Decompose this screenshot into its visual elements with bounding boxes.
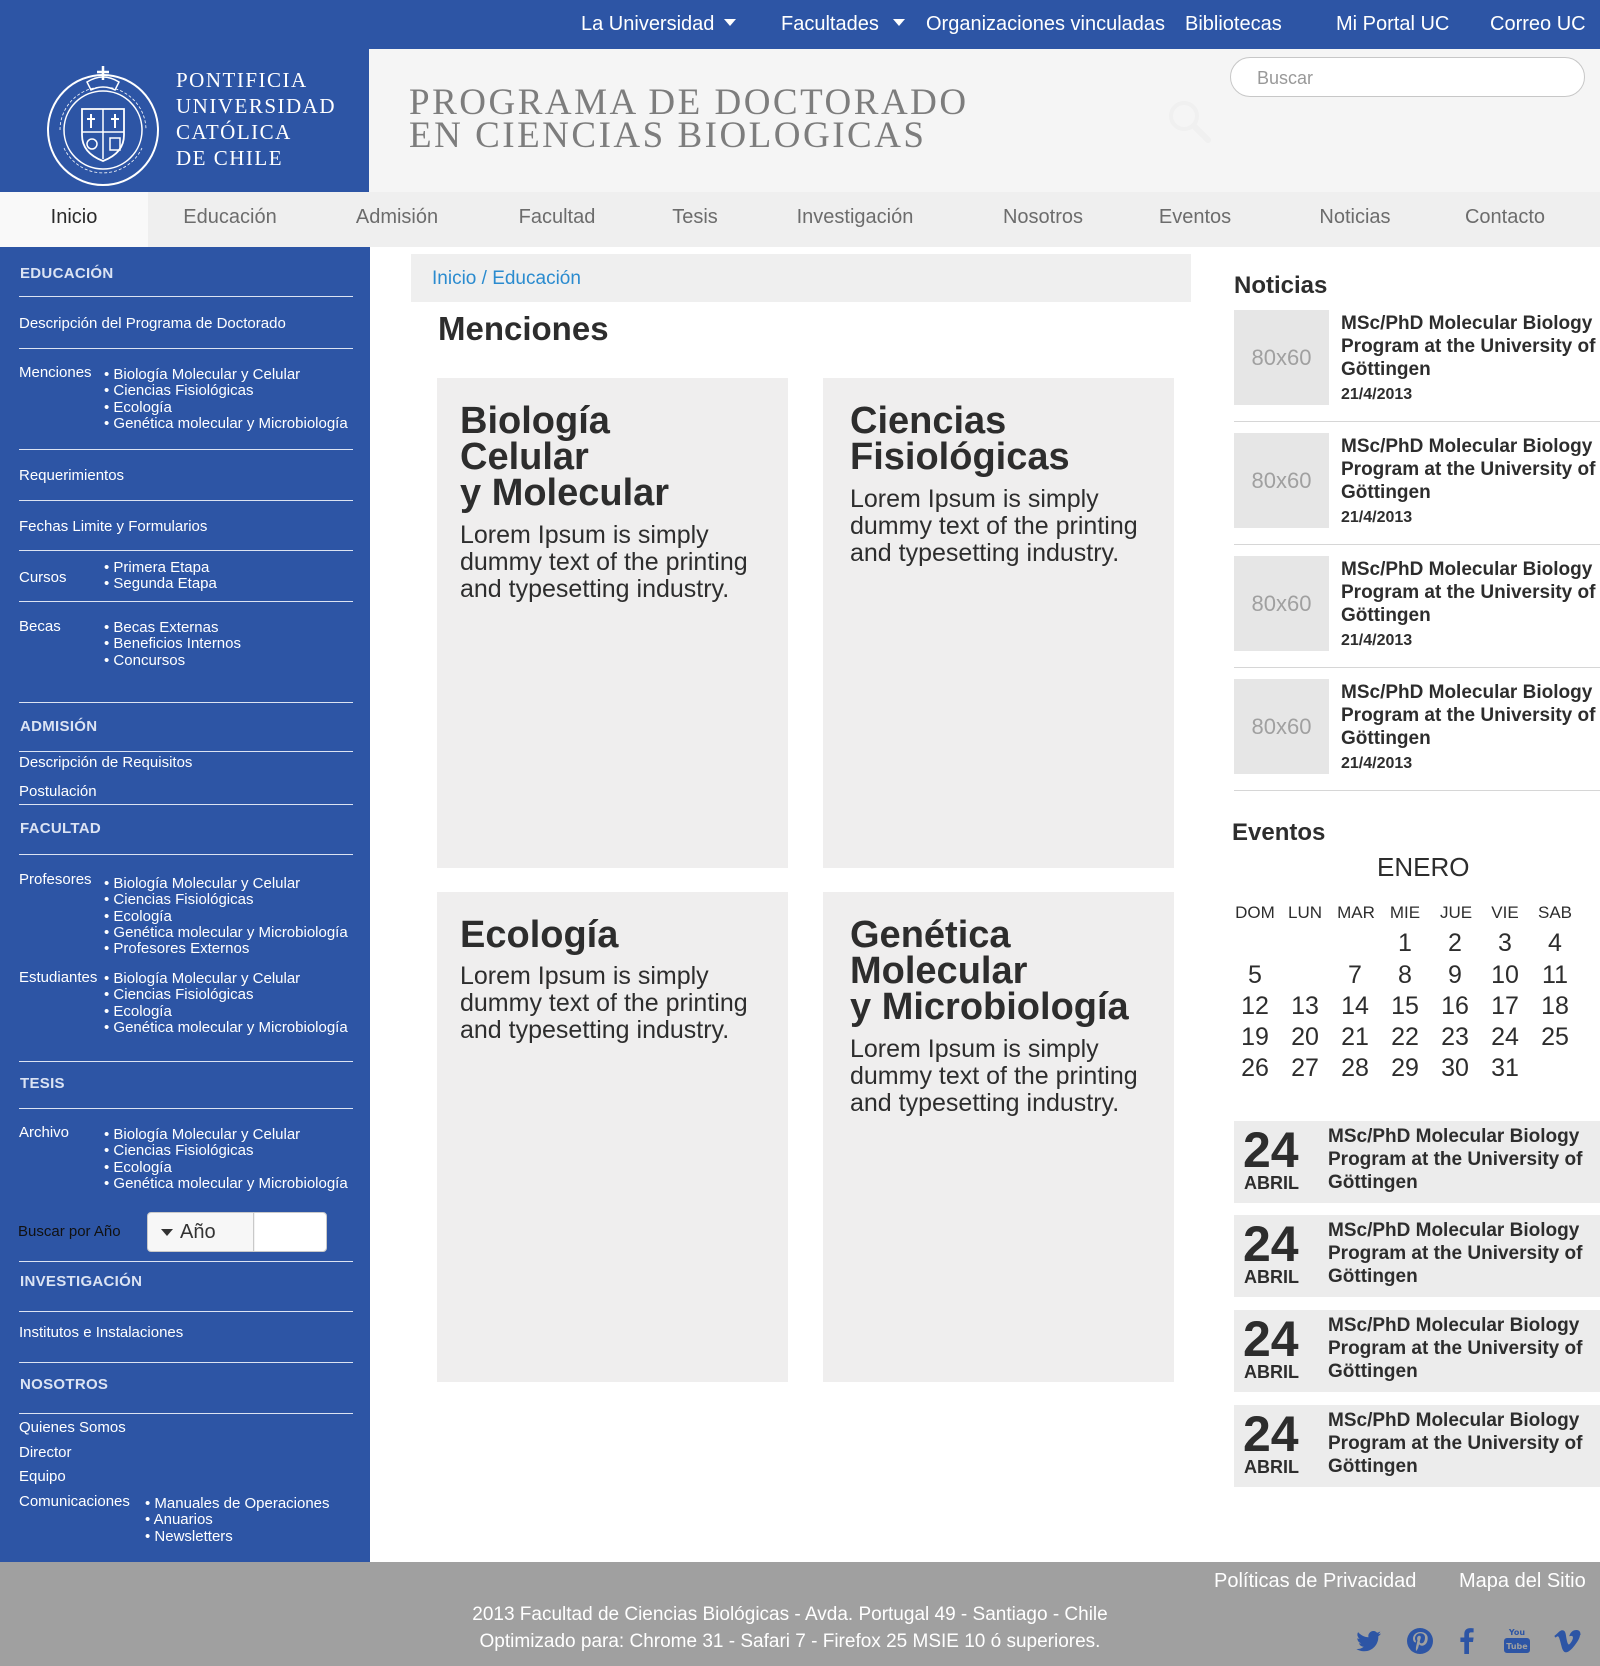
pinterest-icon[interactable] [1405, 1626, 1435, 1656]
list-item[interactable]: • Ecología [104, 400, 348, 416]
card-text: Lorem Ipsum is simply dummy text of the printing and typesetting industry. [460, 962, 748, 1044]
event-title[interactable]: MSc/PhD Molecular Biology Program at the University of Göttingen [1328, 1315, 1583, 1382]
sidebar-item-requisitos[interactable]: Descripción de Requisitos [19, 754, 193, 771]
news-heading: Noticias [1234, 272, 1328, 299]
tab-admision[interactable]: Admisión [355, 206, 439, 228]
calendar-day[interactable]: 2 [1448, 929, 1462, 957]
calendar-day[interactable]: 28 [1341, 1054, 1369, 1082]
sitemap-link[interactable]: Mapa del Sitio [1459, 1570, 1586, 1592]
list-item[interactable]: • Manuales de Operaciones [145, 1496, 330, 1512]
event-day: 24 [1243, 1406, 1299, 1462]
vimeo-icon[interactable] [1552, 1626, 1582, 1656]
program-title[interactable]: PROGRAMA DE DOCTORADO EN CIENCIAS BIOLOGICAS [409, 82, 969, 156]
sidebar-item-quienes-somos[interactable]: Quienes Somos [19, 1419, 126, 1436]
topnav-label: Facultades [781, 13, 879, 35]
sidebar-item-becas[interactable]: Becas [19, 618, 61, 635]
topnav-bibliotecas[interactable]: Bibliotecas [1185, 13, 1282, 35]
news-item[interactable] [1234, 433, 1600, 545]
calendar-day[interactable]: 18 [1541, 992, 1569, 1020]
comunicaciones-list [145, 1496, 330, 1545]
calendar-day[interactable]: 4 [1548, 929, 1562, 957]
calendar-day[interactable]: 17 [1491, 992, 1519, 1020]
breadcrumb-bar [411, 254, 1191, 302]
event-day: 24 [1243, 1216, 1299, 1272]
news-item[interactable] [1234, 679, 1600, 791]
calendar-day[interactable]: 3 [1498, 929, 1512, 957]
news-item[interactable] [1234, 556, 1600, 668]
list-item[interactable]: • Biología Molecular y Celular [104, 971, 348, 987]
topnav-mi-portal[interactable]: Mi Portal UC [1336, 13, 1450, 35]
calendar-day[interactable]: 15 [1391, 992, 1419, 1020]
sidebar-heading-tesis[interactable]: TESIS [20, 1075, 65, 1092]
footer-address: 2013 Facultad de Ciencias Biológicas - Avda. Portugal 49 - Santiago - Chile [472, 1604, 1108, 1625]
sidebar-item-profesores[interactable]: Profesores [19, 871, 92, 888]
mencion-card-fisiologicas[interactable] [823, 378, 1174, 868]
tab-investigacion[interactable]: Investigación [796, 206, 914, 228]
sidebar-item-institutos[interactable]: Institutos e Instalaciones [19, 1324, 184, 1341]
event-title[interactable]: MSc/PhD Molecular Biology Program at the University of Göttingen [1328, 1126, 1583, 1193]
list-item[interactable]: • Ecología [104, 1004, 348, 1020]
calendar-day[interactable]: 25 [1541, 1023, 1569, 1051]
divider [19, 1261, 353, 1262]
divider [19, 1061, 353, 1062]
chevron-down-icon [893, 19, 905, 26]
divider [19, 854, 353, 855]
calendar-weekday: VIE [1491, 903, 1519, 922]
calendar-day[interactable]: 16 [1441, 992, 1469, 1020]
news-thumbnail: 80x60 [1234, 433, 1329, 528]
divider [19, 601, 353, 602]
event-title[interactable]: MSc/PhD Molecular Biology Program at the University of Göttingen [1328, 1220, 1583, 1287]
calendar-weekday: DOM [1235, 903, 1275, 922]
list-item[interactable]: • Biología Molecular y Celular [104, 367, 348, 383]
event-item[interactable] [1234, 1405, 1600, 1487]
card-text: Lorem Ipsum is simply dummy text of the printing and typesetting industry. [460, 521, 748, 603]
calendar-day-today[interactable]: 6 [1282, 958, 1328, 992]
tab-facultad[interactable]: Facultad [518, 206, 596, 228]
event-title[interactable]: MSc/PhD Molecular Biology Program at the University of Göttingen [1328, 1410, 1583, 1477]
divider [19, 550, 353, 551]
news-thumbnail: 80x60 [1234, 556, 1329, 651]
list-item[interactable]: • Biología Molecular y Celular [104, 1127, 348, 1143]
divider [19, 348, 353, 349]
list-item[interactable]: • Biología Molecular y Celular [104, 876, 348, 892]
divider [19, 1108, 353, 1109]
mencion-card-biologia[interactable] [437, 378, 788, 868]
becas-list [104, 620, 241, 669]
year-select-field[interactable] [255, 1213, 326, 1251]
divider [19, 804, 353, 805]
top-bar [0, 0, 1600, 49]
event-month: ABRIL [1244, 1267, 1299, 1287]
calendar-day[interactable]: 26 [1241, 1054, 1269, 1082]
list-item[interactable]: • Concursos [104, 653, 241, 669]
event-item[interactable] [1234, 1121, 1600, 1203]
list-item[interactable]: • Ecología [104, 909, 348, 925]
divider [19, 1413, 353, 1414]
list-item[interactable]: • Genética molecular y Microbiología [104, 1176, 348, 1192]
topnav-organizaciones[interactable]: Organizaciones vinculadas [926, 13, 1166, 35]
topnav-la-universidad[interactable] [581, 13, 736, 36]
sidebar-item-director[interactable]: Director [19, 1444, 72, 1461]
list-item[interactable]: • Genética molecular y Microbiología [104, 925, 348, 941]
news-date: 21/4/2013 [1341, 632, 1413, 649]
news-title[interactable]: MSc/PhD Molecular Biology Program at the University of Göttingen [1341, 436, 1596, 503]
svg-text:Tube: Tube [1506, 1642, 1528, 1651]
svg-text:You: You [1508, 1628, 1526, 1637]
event-month: ABRIL [1244, 1457, 1299, 1477]
news-title[interactable]: MSc/PhD Molecular Biology Program at the University of Göttingen [1341, 559, 1596, 626]
news-thumbnail: 80x60 [1234, 679, 1329, 774]
list-item[interactable]: • Segunda Etapa [104, 576, 217, 592]
divider [19, 1311, 353, 1312]
mencion-card-ecologia[interactable] [437, 892, 788, 1382]
tab-nosotros[interactable]: Nosotros [1002, 206, 1084, 228]
tab-inicio[interactable]: Inicio [0, 192, 148, 247]
sidebar-item-descripcion[interactable]: Descripción del Programa de Doctorado [19, 315, 286, 332]
card-text: Lorem Ipsum is simply dummy text of the printing and typesetting industry. [850, 485, 1138, 567]
sidebar-item-cursos[interactable]: Cursos [19, 569, 67, 586]
sidebar-item-postulacion[interactable]: Postulación [19, 783, 97, 800]
year-select[interactable] [147, 1212, 327, 1252]
calendar-day[interactable]: 14 [1341, 992, 1369, 1020]
sidebar-heading-investigacion[interactable]: INVESTIGACIÓN [20, 1273, 143, 1290]
topnav-label: La Universidad [581, 13, 715, 35]
list-item[interactable]: • Profesores Externos [104, 941, 348, 957]
calendar-day[interactable]: 11 [1542, 961, 1568, 989]
buscar-por-ano-label: Buscar por Año [18, 1223, 121, 1240]
list-item[interactable]: • Ciencias Fisiológicas [104, 892, 348, 908]
sidebar-item-equipo[interactable]: Equipo [19, 1468, 66, 1485]
news-date: 21/4/2013 [1341, 755, 1413, 772]
calendar-weekday: MIE [1389, 903, 1421, 922]
event-month: ABRIL [1244, 1362, 1299, 1382]
calendar-weekday: LUN [1287, 903, 1322, 922]
calendar-day[interactable]: 22 [1391, 1023, 1419, 1051]
main-nav [0, 192, 1600, 247]
events-heading: Eventos [1232, 819, 1326, 846]
sidebar-item-comunicaciones[interactable]: Comunicaciones [19, 1493, 130, 1510]
topnav-correo[interactable]: Correo UC [1490, 13, 1586, 35]
event-month: ABRIL [1244, 1173, 1299, 1193]
university-logo[interactable] [0, 49, 369, 192]
event-day: 24 [1243, 1122, 1299, 1178]
sidebar-item-archivo[interactable]: Archivo [19, 1124, 70, 1141]
sidebar-item-menciones[interactable]: Menciones [19, 364, 92, 381]
divider [19, 500, 353, 501]
list-item[interactable]: • Ciencias Fisiológicas [104, 1143, 348, 1159]
calendar-day[interactable]: 20 [1291, 1023, 1319, 1051]
divider [19, 449, 353, 450]
card-title: Ciencias Fisiológicas [850, 400, 1070, 478]
news-title[interactable]: MSc/PhD Molecular Biology Program at the University of Göttingen [1341, 313, 1596, 380]
year-select-value: Año [180, 1221, 216, 1243]
calendar-day[interactable]: 1 [1398, 929, 1412, 957]
list-item[interactable]: • Newsletters [145, 1529, 330, 1545]
youtube-icon[interactable] [1502, 1626, 1532, 1656]
event-day: 24 [1243, 1311, 1299, 1367]
sidebar-heading-facultad[interactable]: FACULTAD [20, 820, 101, 837]
calendar-month: ENERO [1377, 852, 1470, 882]
calendar-day[interactable]: 24 [1491, 1023, 1519, 1051]
divider [19, 751, 353, 752]
list-item[interactable]: • Anuarios [145, 1512, 330, 1528]
calendar-day[interactable]: 21 [1341, 1023, 1369, 1051]
archivo-list [104, 1127, 348, 1192]
news-item[interactable] [1234, 310, 1600, 422]
event-item[interactable] [1234, 1215, 1600, 1297]
calendar-day[interactable]: 9 [1448, 961, 1462, 989]
calendar-day[interactable]: 10 [1491, 961, 1519, 989]
calendar-day[interactable]: 5 [1248, 961, 1262, 989]
caret-down-icon [161, 1229, 173, 1236]
news-date: 21/4/2013 [1341, 509, 1413, 526]
tab-educacion[interactable]: Educación [183, 206, 277, 228]
list-item[interactable]: • Genética molecular y Microbiología [104, 1020, 348, 1036]
university-seal-icon [42, 64, 164, 186]
news-title[interactable]: MSc/PhD Molecular Biology Program at the University of Göttingen [1341, 682, 1596, 749]
mencion-card-genetica[interactable] [823, 892, 1174, 1382]
divider [19, 1362, 353, 1363]
calendar-weekday: MAR [1337, 903, 1375, 922]
event-item[interactable] [1234, 1310, 1600, 1392]
cursos-list [104, 560, 217, 593]
news-date: 21/4/2013 [1341, 386, 1413, 403]
calendar-day[interactable]: 7 [1348, 961, 1362, 989]
search-icon[interactable] [1166, 98, 1214, 146]
university-name: PONTIFICIA UNIVERSIDAD CATÓLICA DE CHILE [176, 68, 336, 170]
calendar-day[interactable]: 8 [1398, 961, 1412, 989]
calendar-day[interactable]: 31 [1491, 1054, 1519, 1082]
chevron-down-icon [724, 19, 736, 26]
calendar-day[interactable]: 29 [1391, 1054, 1419, 1082]
calendar-weekday: JUE [1439, 903, 1473, 922]
sidebar-item-fechas[interactable]: Fechas Limite y Formularios [19, 518, 208, 535]
sidebar-heading-admision[interactable]: ADMISIÓN [20, 718, 98, 735]
topnav-facultades[interactable] [781, 13, 905, 36]
calendar-day[interactable]: 30 [1441, 1054, 1469, 1082]
card-title: Genética Molecular y Microbiología [850, 914, 1129, 1028]
tab-tesis[interactable]: Tesis [672, 206, 718, 228]
card-title: Biología Celular y Molecular [460, 400, 670, 514]
list-item[interactable]: • Ciencias Fisiológicas [104, 383, 348, 399]
privacy-link[interactable]: Políticas de Privacidad [1214, 1570, 1417, 1592]
tab-noticias[interactable]: Noticias [1319, 206, 1391, 228]
divider [19, 296, 353, 297]
list-item[interactable]: • Becas Externas [104, 620, 241, 636]
breadcrumb[interactable]: Inicio / Educación [432, 268, 581, 289]
footer [0, 1562, 1600, 1666]
list-item[interactable]: • Ciencias Fisiológicas [104, 987, 348, 1003]
calendar-day[interactable]: 13 [1291, 992, 1319, 1020]
profesores-list [104, 876, 348, 957]
twitter-icon[interactable] [1354, 1626, 1384, 1656]
list-item[interactable]: • Genética molecular y Microbiología [104, 416, 348, 432]
sidebar-heading-nosotros[interactable]: NOSOTROS [20, 1376, 109, 1393]
sidebar-item-estudiantes[interactable]: Estudiantes [19, 969, 98, 986]
calendar-day[interactable]: 12 [1241, 992, 1269, 1020]
footer-browsers: Optimizado para: Chrome 31 - Safari 7 - Firefox 25 MSIE 10 ó superiores. [479, 1631, 1101, 1652]
card-text: Lorem Ipsum is simply dummy text of the printing and typesetting industry. [850, 1035, 1138, 1117]
tab-eventos[interactable]: Eventos [1158, 206, 1232, 228]
list-item[interactable]: • Primera Etapa [104, 560, 217, 576]
page-title: Menciones [438, 310, 609, 347]
card-title: Ecología [460, 914, 619, 956]
news-thumbnail: 80x60 [1234, 310, 1329, 405]
divider [19, 702, 353, 703]
menciones-list [104, 367, 348, 432]
search-input[interactable]: Buscar [1230, 57, 1585, 97]
list-item[interactable]: • Beneficios Internos [104, 636, 241, 652]
calendar-weekday: SAB [1537, 903, 1573, 922]
facebook-icon[interactable] [1452, 1626, 1482, 1656]
sidebar-item-requerimientos[interactable]: Requerimientos [19, 467, 125, 484]
tab-contacto[interactable]: Contacto [1464, 206, 1546, 228]
list-item[interactable]: • Ecología [104, 1160, 348, 1176]
sidebar-heading-educacion[interactable]: EDUCACIÓN [20, 265, 114, 282]
calendar-day[interactable]: 23 [1441, 1023, 1469, 1051]
calendar-day[interactable]: 19 [1241, 1023, 1269, 1051]
calendar-day[interactable]: 27 [1291, 1054, 1319, 1082]
estudiantes-list [104, 971, 348, 1036]
